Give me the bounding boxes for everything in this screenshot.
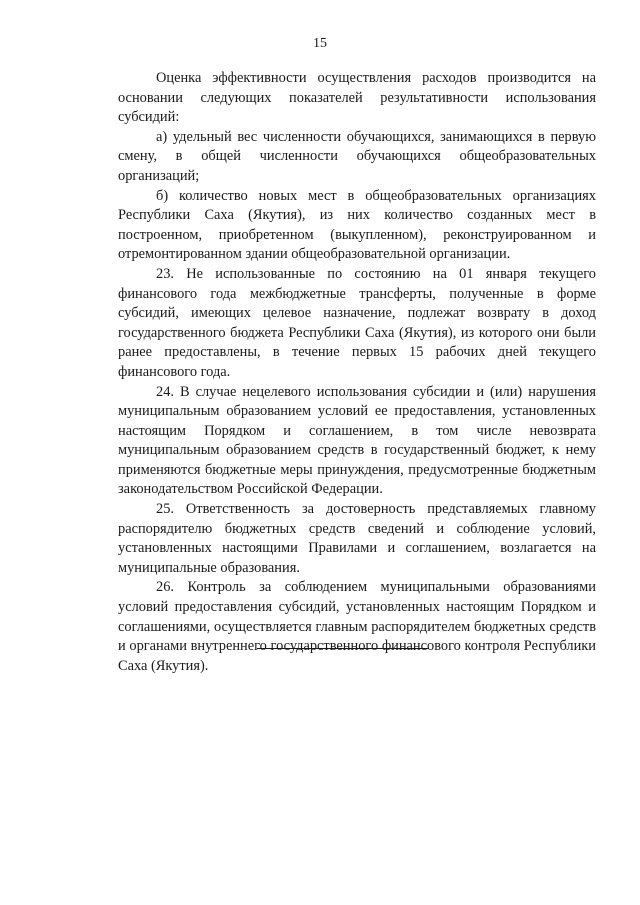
end-of-text-rule	[257, 648, 429, 649]
paragraph-clause-25: 25. Ответственность за достоверность представляемых главному распорядителю бюджетных средств сведений и соблюдение условий, установленных настоящими Правилами и соглашением, возлагается на муниципальные образования.	[118, 501, 596, 576]
paragraph-clause-23: 23. Не использованные по состоянию на 01 января текущего финансового года межбюджетные трансферты, полученные в форме субсидий, имеющих целевое назначение, подлежат возврату в доход государственного бюджета Республики Саха (Якутия), из которого они были ранее предоставлены, в течение первых 15 рабочих дней текущего финансового года.	[118, 265, 596, 380]
paragraph-indicator-b: б) количество новых мест в общеобразовательных организациях Республики Саха (Якутия), из них количество созданных мест в построенном, приобретенном (выкупленном), реконструированном и отремонтированном здании общеобразовательной организации.	[118, 187, 596, 263]
paragraph-clause-24: 24. В случае нецелевого использования субсидии и (или) нарушения муниципальным образованием условий ее предоставления, установленных настоящим Порядком и соглашением, в том числе невозврата муниципальным образованием средств в государственный бюджет, к нему применяются бюджетные меры принуждения, предусмотренные бюджетным законодательством Российской Федерации.	[118, 383, 596, 498]
paragraph-efficiency-assessment: Оценка эффективности осуществления расходов производится на основании следующих показателей результативности использования субсидий:	[118, 70, 596, 126]
page-number: 15	[313, 36, 327, 51]
document-body	[118, 69, 596, 676]
paragraph-clause-26: 26. Контроль за соблюдением муниципальными образованиями условий предоставления субсидий, установленных настоящим Порядком и соглашениями, осуществляется главным распорядителем бюджетных средств и органами внутреннего государственного финансового контроля Республики Саха (Якутия).	[118, 579, 596, 674]
paragraph-indicator-a: а) удельный вес численности обучающихся, занимающихся в первую смену, в общей численности обучающихся общеобразовательных организаций;	[118, 128, 596, 184]
